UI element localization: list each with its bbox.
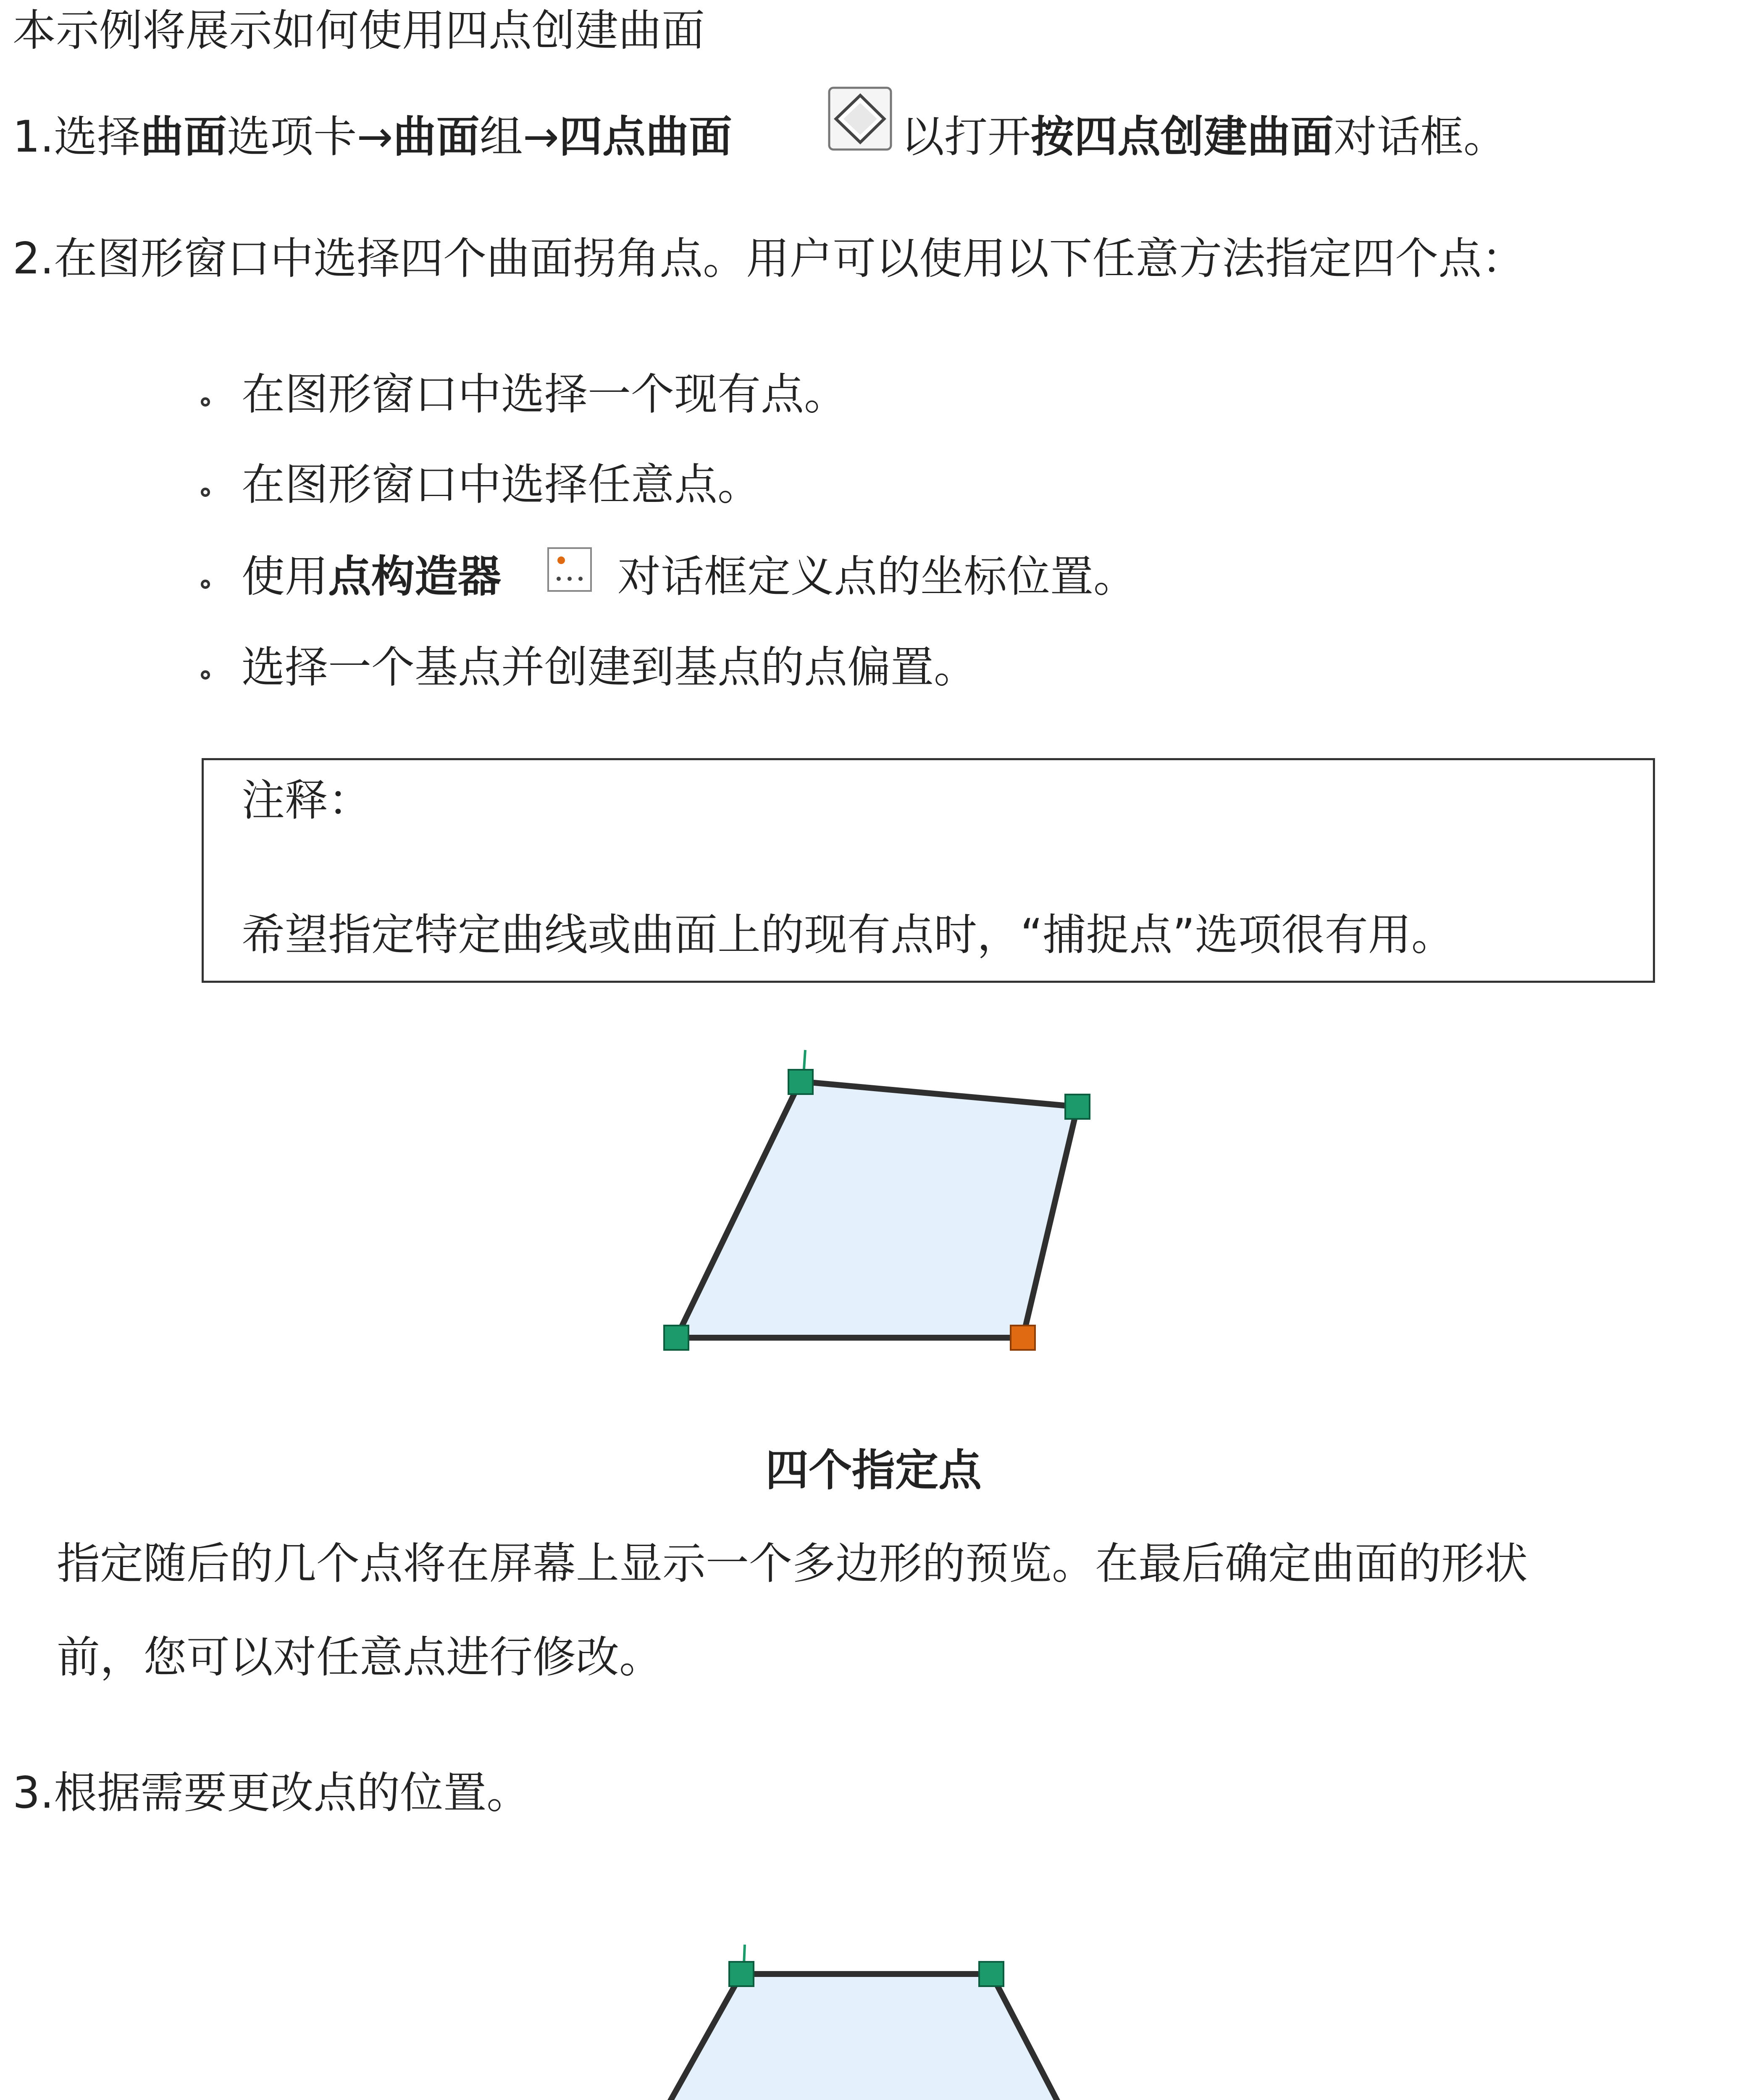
bullet-3-cont: 对话框定义点的坐标位置。 (617, 551, 1137, 602)
step2-text: 2.在图形窗口中选择四个曲面拐角点。用户可以使用以下任意方法指定四个点： (13, 234, 1525, 284)
four-point-surface-label: 四点曲面 (559, 112, 732, 162)
intro-text: 本示例将展示如何使用四点创建曲面 (13, 5, 705, 56)
step1-text: 组→ (479, 112, 559, 162)
step1-text: 对话框。 (1334, 112, 1507, 162)
step1-text: 选择 (54, 112, 141, 162)
bullet-2: 在图形窗口中选择任意点。 (242, 459, 761, 510)
note-title: 注释： (242, 775, 371, 826)
step1-text: 选项卡→ (227, 112, 393, 162)
bullet-1: 在图形窗口中选择一个现有点。 (242, 369, 847, 420)
surface-tab-label: 曲面 (140, 112, 227, 162)
paragraph-line-1: 指定随后的几个点将在屏幕上显示一个多边形的预览。在最后确定曲面的形状 (57, 1538, 1528, 1589)
figure-1-caption: 四个指定点 (765, 1445, 982, 1496)
step1-text: 以打开 (901, 112, 1031, 162)
bullet-3-text: 使用 (242, 551, 328, 602)
dialog-name-label: 按四点创建曲面 (1031, 112, 1334, 162)
surface-group-label: 曲面 (393, 112, 480, 162)
bullet-4: 选择一个基点并创建到基点的点偏置。 (242, 642, 977, 693)
paragraph-line-2: 前，您可以对任意点进行修改。 (57, 1632, 662, 1683)
step1-number: 1. (13, 112, 54, 162)
note-body: 希望指定特定曲线或曲面上的现有点时，“捕捉点”选项很有用。 (242, 910, 1455, 960)
step3-text: 3.根据需要更改点的位置。 (13, 1768, 530, 1818)
point-constructor-label: 点构造器 (328, 551, 501, 602)
